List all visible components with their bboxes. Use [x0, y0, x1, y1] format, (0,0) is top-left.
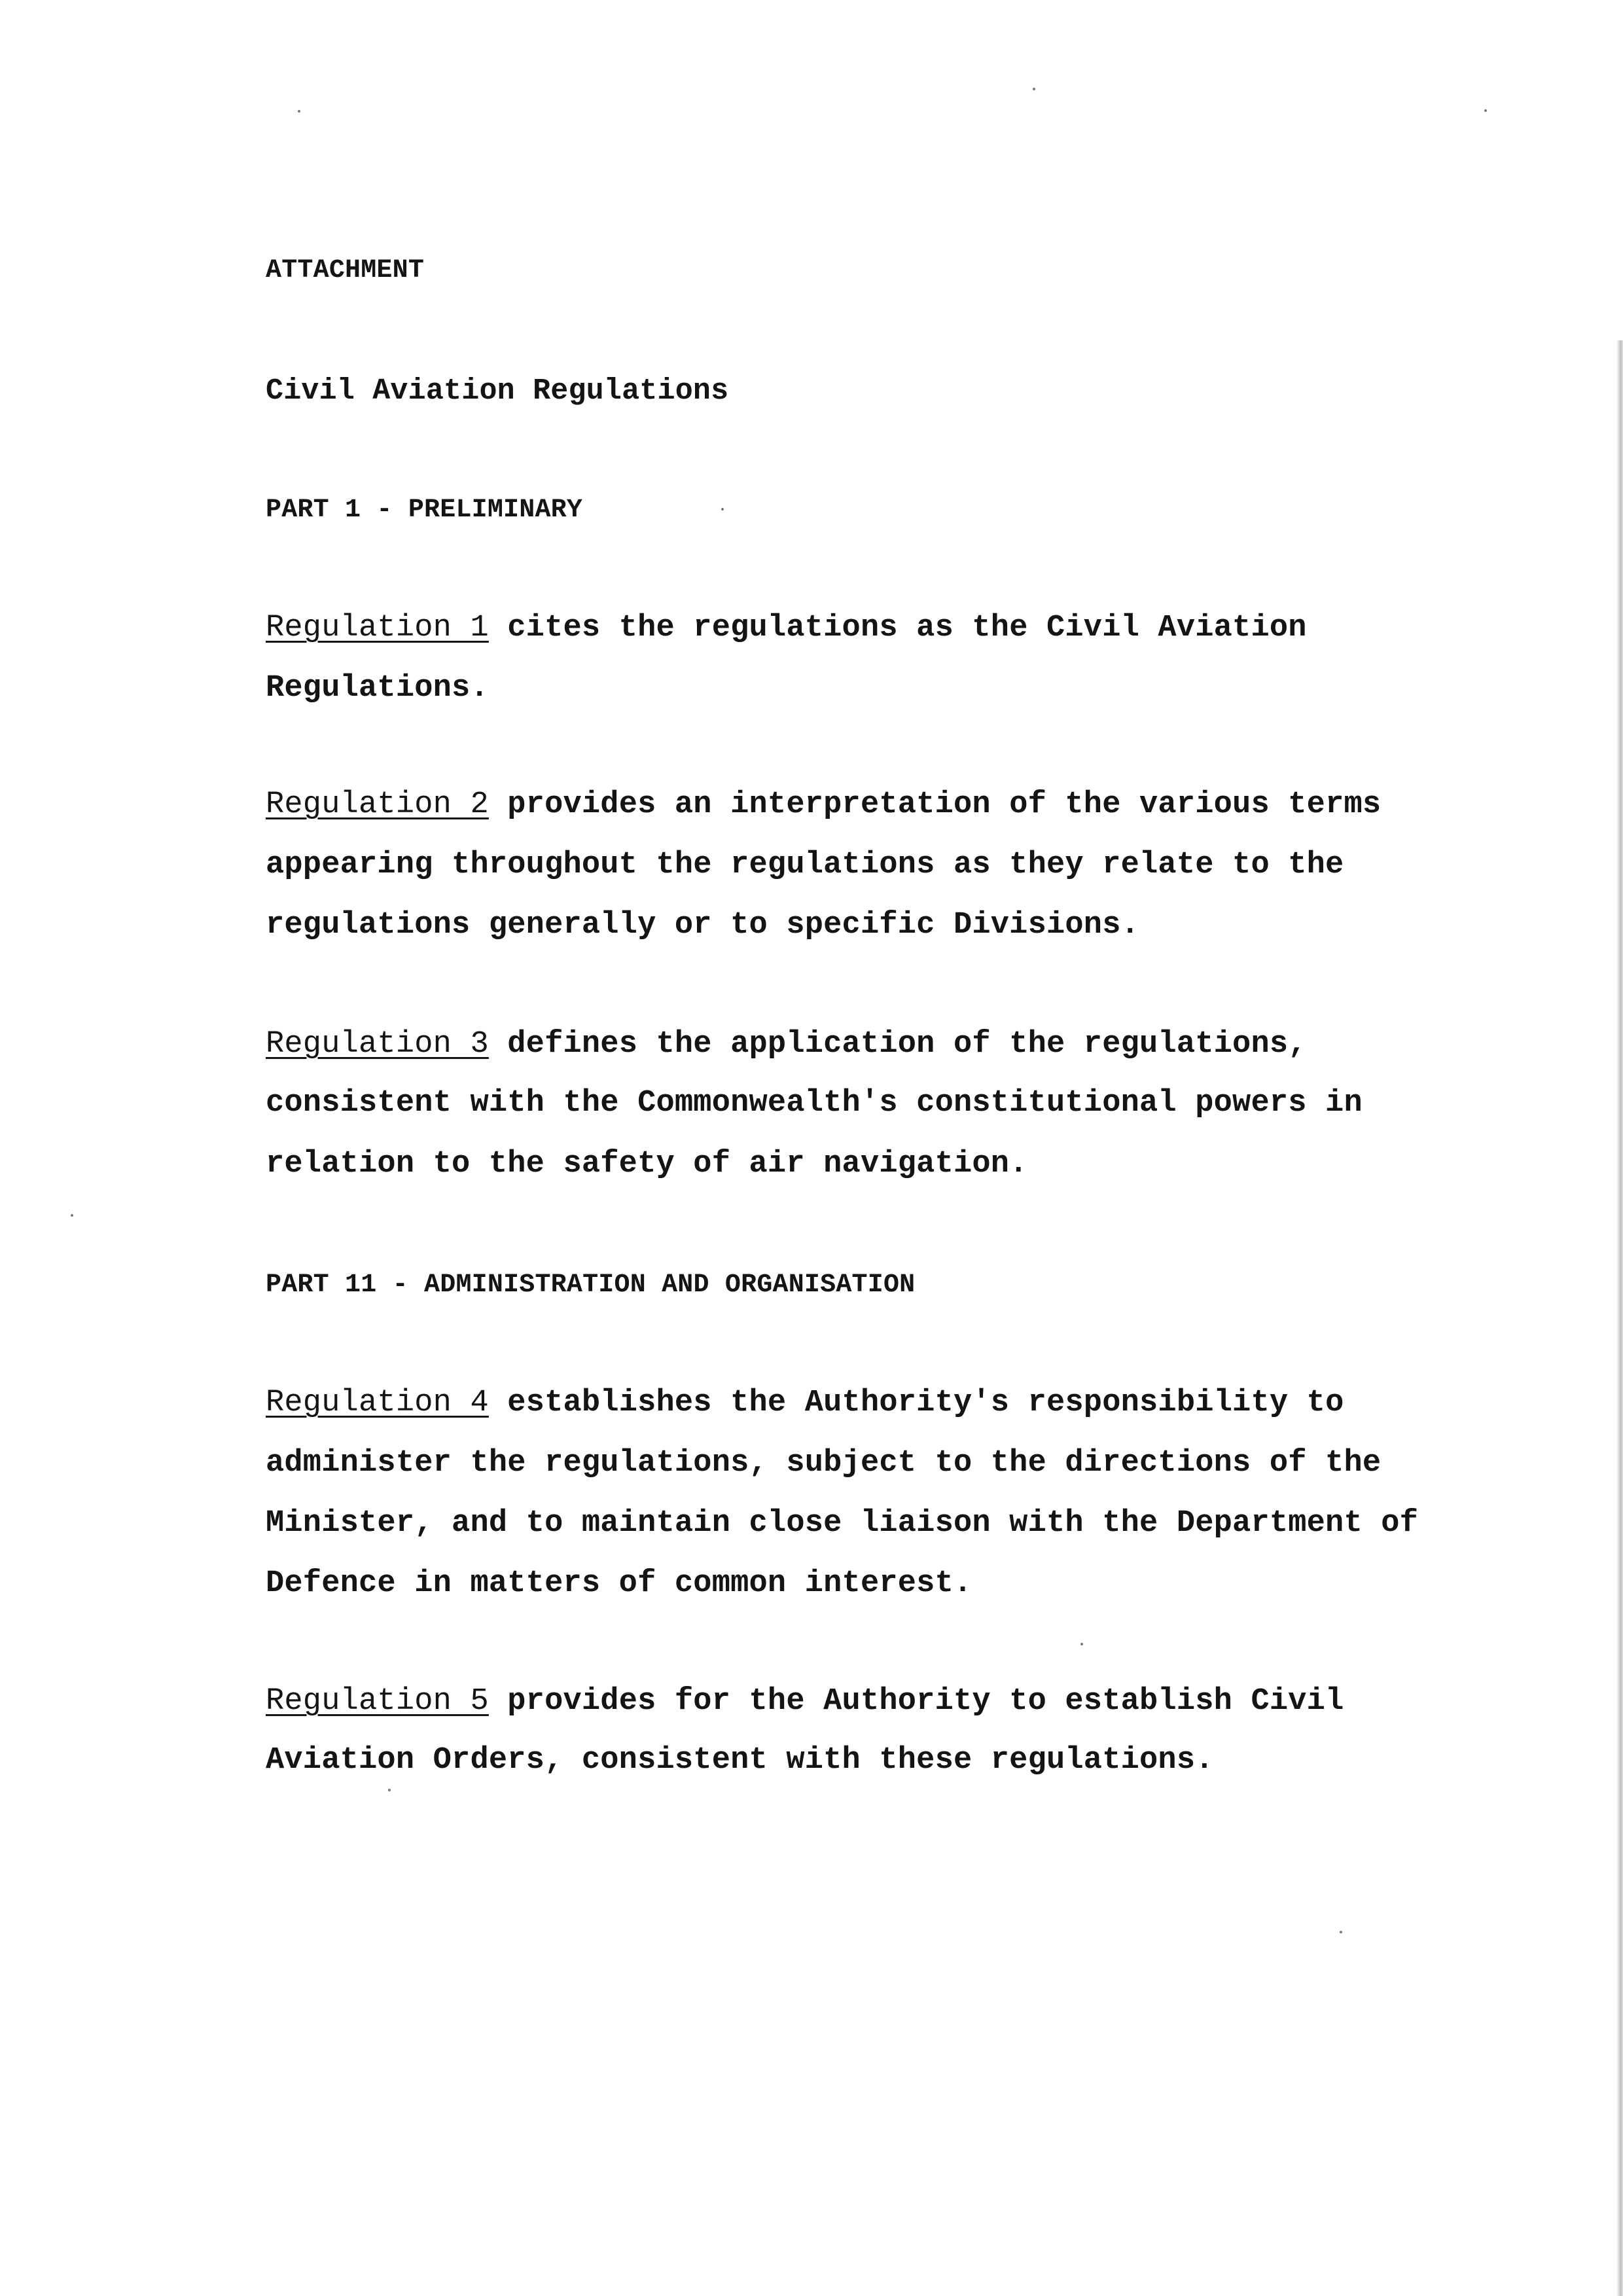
- scan-speck: [1340, 1931, 1342, 1933]
- regulation-1-line-1: [266, 609, 1307, 648]
- regulation-4-line-3: Minister, and to maintain close liaison with the Department of: [266, 1506, 1419, 1541]
- part2-heading: PART 11 - ADMINISTRATION AND ORGANISATION: [266, 1270, 916, 1300]
- regulation-4-line-1: [266, 1384, 1344, 1423]
- scan-speck: [721, 508, 724, 511]
- regulation-5-text: provides for the Authority to establish Civil: [488, 1684, 1344, 1719]
- regulation-1-label: Regulation 1: [266, 611, 489, 645]
- regulation-5-line-1: [266, 1682, 1344, 1721]
- attachment-heading: ATTACHMENT: [266, 256, 425, 285]
- regulation-2-line-1: [266, 785, 1381, 825]
- regulation-4-label: Regulation 4: [266, 1386, 489, 1420]
- regulation-4-line-4: Defence in matters of common interest.: [266, 1566, 972, 1601]
- regulation-3-line-3: relation to the safety of air navigation.: [266, 1147, 1028, 1181]
- scan-speck: [388, 1789, 391, 1791]
- regulation-4-text: establishes the Authority's responsibility to: [488, 1386, 1344, 1420]
- regulation-5-line-2: Aviation Orders, consistent with these regulations.: [266, 1743, 1214, 1778]
- regulation-5-label: Regulation 5: [266, 1684, 489, 1719]
- regulation-1-line-2: Regulations.: [266, 671, 489, 706]
- regulation-2-text: provides an interpretation of the various terms: [488, 787, 1382, 822]
- regulation-4-line-2: administer the regulations, subject to the directions of the: [266, 1446, 1382, 1480]
- regulation-2-line-2: appearing throughout the regulations as they relate to the: [266, 848, 1344, 882]
- regulation-1-text: cites the regulations as the Civil Aviation: [488, 611, 1307, 645]
- regulation-2-label: Regulation 2: [266, 787, 489, 822]
- scan-speck: [1484, 109, 1487, 112]
- scan-speck: [71, 1214, 73, 1217]
- scan-speck: [298, 110, 300, 113]
- regulation-3-line-1: [266, 1025, 1307, 1064]
- regulation-3-line-2: consistent with the Commonwealth's constitutional powers in: [266, 1086, 1363, 1121]
- regulation-3-text: defines the application of the regulations,: [488, 1027, 1307, 1062]
- part1-heading: PART 1 - PRELIMINARY: [266, 495, 583, 525]
- regulation-2-line-3: regulations generally or to specific Divisions.: [266, 908, 1140, 942]
- regulation-3-label: Regulation 3: [266, 1027, 489, 1062]
- scan-speck: [1080, 1643, 1083, 1645]
- scan-speck: [1033, 88, 1035, 90]
- scan-edge-shadow: [1616, 340, 1623, 2296]
- document-title: Civil Aviation Regulations: [266, 374, 729, 408]
